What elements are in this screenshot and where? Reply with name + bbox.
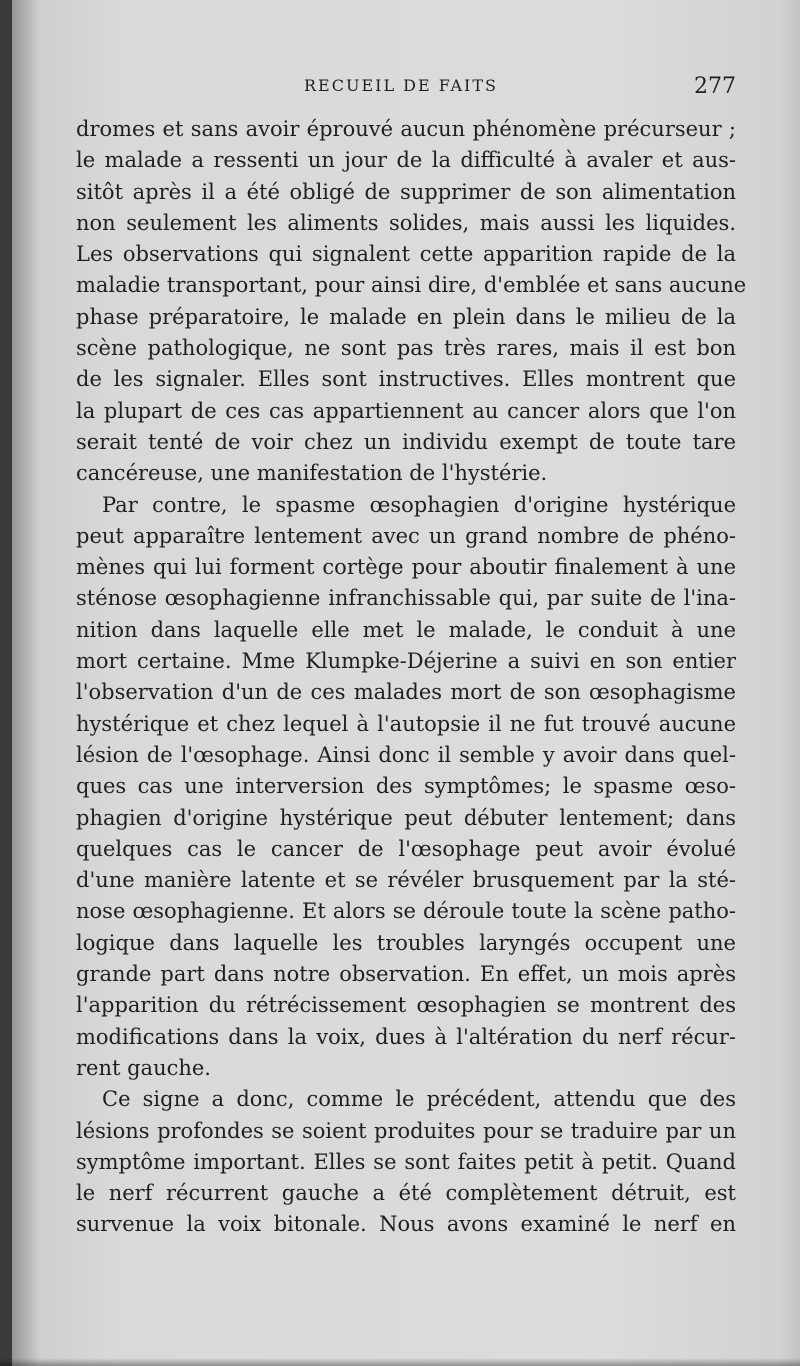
text-line: symptôme important. Elles se sont faites petit à petit. Quand — [76, 1149, 736, 1174]
text-line: Les observations qui signalent cette apparition rapide de la — [76, 242, 736, 267]
text-line: la plupart de ces cas appartiennent au cancer alors que l'on — [76, 398, 736, 423]
text-line: le nerf récurrent gauche a été complètement détruit, est — [76, 1181, 736, 1206]
text-line: cancéreuse, une manifestation de l'hystérie. — [76, 461, 548, 486]
text-line: nition dans laquelle elle met le malade, le conduit à une — [76, 617, 736, 642]
body-text — [76, 114, 747, 1241]
text-line: l'apparition du rétrécissement œsophagien se montrent des — [76, 993, 736, 1018]
text-line: maladie transportant, pour ainsi dire, d'emblée et sans aucune — [76, 273, 747, 298]
text-line: Ce signe a donc, comme le précédent, attendu que des — [102, 1087, 736, 1112]
text-line: serait tenté de voir chez un individu exempt de toute tare — [76, 429, 736, 454]
running-title: RECUEIL DE FAITS — [304, 76, 498, 95]
text-line: d'une manière latente et se révéler brusquement par la sté- — [76, 868, 736, 893]
page-number: 277 — [694, 74, 736, 99]
book-spine-shadow — [0, 0, 12, 1366]
text-line: non seulement les aliments solides, mais aussi les liquides. — [76, 210, 736, 235]
text-line: rent gauche. — [76, 1055, 211, 1080]
text-line: lésions profondes se soient produites pour se traduire par un — [76, 1118, 736, 1143]
text-line: scène pathologique, ne sont pas très rares, mais il est bon — [76, 336, 736, 361]
text-line: survenue la voix bitonale. Nous avons examiné le nerf en — [76, 1212, 736, 1237]
text-line: le malade a ressenti un jour de la difficulté à avaler et aus- — [76, 148, 736, 173]
text-line: mènes qui lui forment cortège pour aboutir finalement à une — [76, 555, 736, 580]
text-line: peut apparaître lentement avec un grand nombre de phéno- — [76, 523, 736, 548]
text-line: mort certaine. Mme Klumpke-Déjerine a suivi en son entier — [76, 649, 736, 674]
text-line: lésion de l'œsophage. Ainsi donc il semble y avoir dans quel- — [76, 742, 736, 767]
text-line: Par contre, le spasme œsophagien d'origine hystérique — [102, 492, 736, 517]
page-edge-shadow — [0, 1358, 800, 1366]
text-line: grande part dans notre observation. En effet, un mois après — [76, 962, 736, 987]
text-line: logique dans laquelle les troubles laryngés occupent une — [76, 930, 736, 955]
text-line: quelques cas le cancer de l'œsophage peut avoir évolué — [76, 836, 736, 861]
text-line: dromes et sans avoir éprouvé aucun phénomène précurseur ; — [76, 117, 736, 141]
text-line: phase préparatoire, le malade en plein dans le milieu de la — [76, 304, 736, 329]
text-line: de les signaler. Elles sont instructives. Elles montrent que — [76, 367, 736, 392]
text-line: l'observation d'un de ces malades mort de son œsophagisme — [76, 680, 736, 705]
text-line: sténose œsophagienne infranchissable qui, par suite de l'ina- — [76, 586, 736, 611]
text-line: ques cas une interversion des symptômes; le spasme œso- — [76, 774, 736, 799]
text-line: modifications dans la voix, dues à l'altération du nerf récur- — [76, 1024, 736, 1049]
text-line: nose œsophagienne. Et alors se déroule toute la scène patho- — [76, 899, 736, 924]
page-header — [76, 72, 736, 108]
text-line: sitôt après il a été obligé de supprimer de son alimentation — [76, 179, 736, 204]
text-line: hystérique et chez lequel à l'autopsie il ne fut trouvé aucune — [76, 711, 736, 736]
text-line: phagien d'origine hystérique peut débuter lentement; dans — [76, 805, 736, 830]
